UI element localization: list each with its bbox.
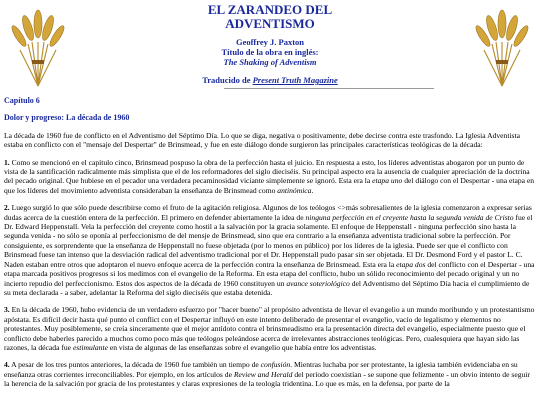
paragraph-4-number: 4. bbox=[4, 360, 10, 370]
paragraph-1: 1. Como se mencionó en el capítulo cinco, Brinsmead pospuso la obra de la perfección hasta el juicio. En respuesta a esto, los líderes adventistas abogaron por un punto de vista de la santificación radicalmente más simplista que el de los reformadores del siglo dieciséis. Su principal aspecto era la ausencia de cualquier apreciación de la doctrina del pecado original. Que hubiese en el pecador una verdadera pecaminosidad viciante simplemente se ignoró. Esta era la etapa uno del diálogo con el Despertar - una etapa en que los líderes del movimiento adventista consideraban la enseñanza de Brinsmead como antinómica. bbox=[4, 157, 535, 195]
paragraph-2-number: 2. bbox=[4, 203, 10, 213]
book-title-line2: ADVENTISMO bbox=[225, 16, 315, 31]
intro-paragraph: La década de 1960 fue de conflicto en el Adventismo del Séptimo Día. Lo que se diga, negativa o positivamente, debe decirse contra este trasfondo. La Iglesia Adventista estaba en conflicto con el "mensaje del Despertar" de Brinsmead, y fue en este diálogo donde surgieron las principales características teológicas de la década: bbox=[4, 130, 520, 150]
chapter-content bbox=[4, 92, 536, 389]
original-title: The Shaking of Adventism bbox=[223, 57, 317, 67]
paragraph-3-number: 3. bbox=[4, 305, 10, 315]
magazine-link[interactable]: Present Truth Magazine bbox=[252, 75, 338, 85]
original-title-label: Título de la obra en inglés: bbox=[221, 47, 319, 57]
chapter-subtitle: Dolor y progreso: La década de 1960 bbox=[4, 113, 130, 123]
book-title-line1: EL ZARANDEO DEL bbox=[207, 2, 333, 17]
wheat-sheaf-right-icon bbox=[474, 2, 530, 88]
paragraph-4: 4. A pesar de los tres puntos anteriores, la década de 1960 fue también un tiempo de confusión. Mientras luchaba por ser protestante, la iglesia también evidenciaba en su enseñanza otras corrientes irreconciliables. Por ejemplo, en los artículos de Review and Herald del período coexistían - se supone que felizmente - un obvio intento de seguir la herencia de la salvación por gracia de los protestantes y claras expresiones de la teología tridentina. Lo que es más, en la defensa, por parte de la bbox=[4, 360, 530, 389]
author-name: Geoffrey J. Paxton bbox=[235, 37, 305, 47]
header-divider bbox=[224, 88, 434, 89]
chapter-heading: Capítulo 6 bbox=[4, 96, 40, 105]
translated-by-label: Traducido de bbox=[202, 75, 253, 85]
translation-credit bbox=[110, 75, 430, 85]
paragraph-1-number: 1. bbox=[4, 157, 10, 167]
wheat-sheaf-left-icon bbox=[10, 2, 66, 88]
page-header bbox=[110, 3, 430, 85]
paragraph-2: 2. Luego surgió lo que sólo puede describirse como el fruto de la agitación religiosa. Algunos de los teólogos <>más sobresalientes de la iglesia comenzaron a expresar serias dudas acerca de la cuestión entera de la perfección. El primero en defender abiertamente la idea de ninguna perfección en el creyente hasta la segunda venida de Cristo fue el Dr. Edward Heppenstall. Vela la perfección del creyente como hostil a la salvación por la gracia solamente. El enfoque de Heppenstall - ninguna perfección sino hasta la segunda venida - no sólo se oponía al perfeccionismo de del mensje de Brinsmead, sino que era contrario a la enseñanza adventista tradicional sobre la perfección. Por consiguiente, es sorprendente que la enseñanza de Heppenstall no fuese objetada (por lo menos en público) por los líderes de la iglesia. Puede ser que el conflicto con Brinsmead fuese tan intenso que la desviación radical del adventismo tradicional por el Dr. Heppenstall pudo pasar sin ser objetada. El Dr. Desmond Ford y el pastor L. C. Naden estaban entre otros que adoptaron el nuevo enfoque acerca de la perfección contra la enseñanza de Brinsmead. Esta era la etapa dos del conflicto con el Despertar - una etapa marcada positivos progresos si los medimos con el evangelio de la Reforma. En esta etapa del conflicto, hubo un sólido reconocimiento del pecado original y un no incierto repudio del perfeccionismo. Estos dos aspectos de la década de 1960 constituyen un avance soteriológico del Adventismo del Séptimo Día hacia el cumplimiento de su meta declarada - a saber, adelantar la Reforma del siglo dieciséis que estaba detenida. bbox=[4, 203, 535, 297]
paragraph-3: 3. En la década de 1960, hubo evidencia de un verdadero esfuerzo por "hacer bueno" al propósito adventista de llevar el evangelio a un mundo moribundo y un protestantismo apóstata. Es difícil decir hasta qué punto el conflict con el Despertar influyó en este intento deliberado de presentar el evangelio, vacío de legalismo y elementos no protestantes. Muy posiblemente, se creía sinceramente que el mejor antídoto contra el brinsmeadismo era la presentación directa del evangelio, especialmente puesto que el conflicto debe haberles parecido a muchos como poco más que teólogos peleándose acerca de irrelevantes abstracciones teológicas. Pero, cualesquiera que hayan sido las razones, la década fue estimulante en vista de algunas de las enseñanzas sobre el evangelio que había entre los adventistas. bbox=[4, 305, 535, 352]
